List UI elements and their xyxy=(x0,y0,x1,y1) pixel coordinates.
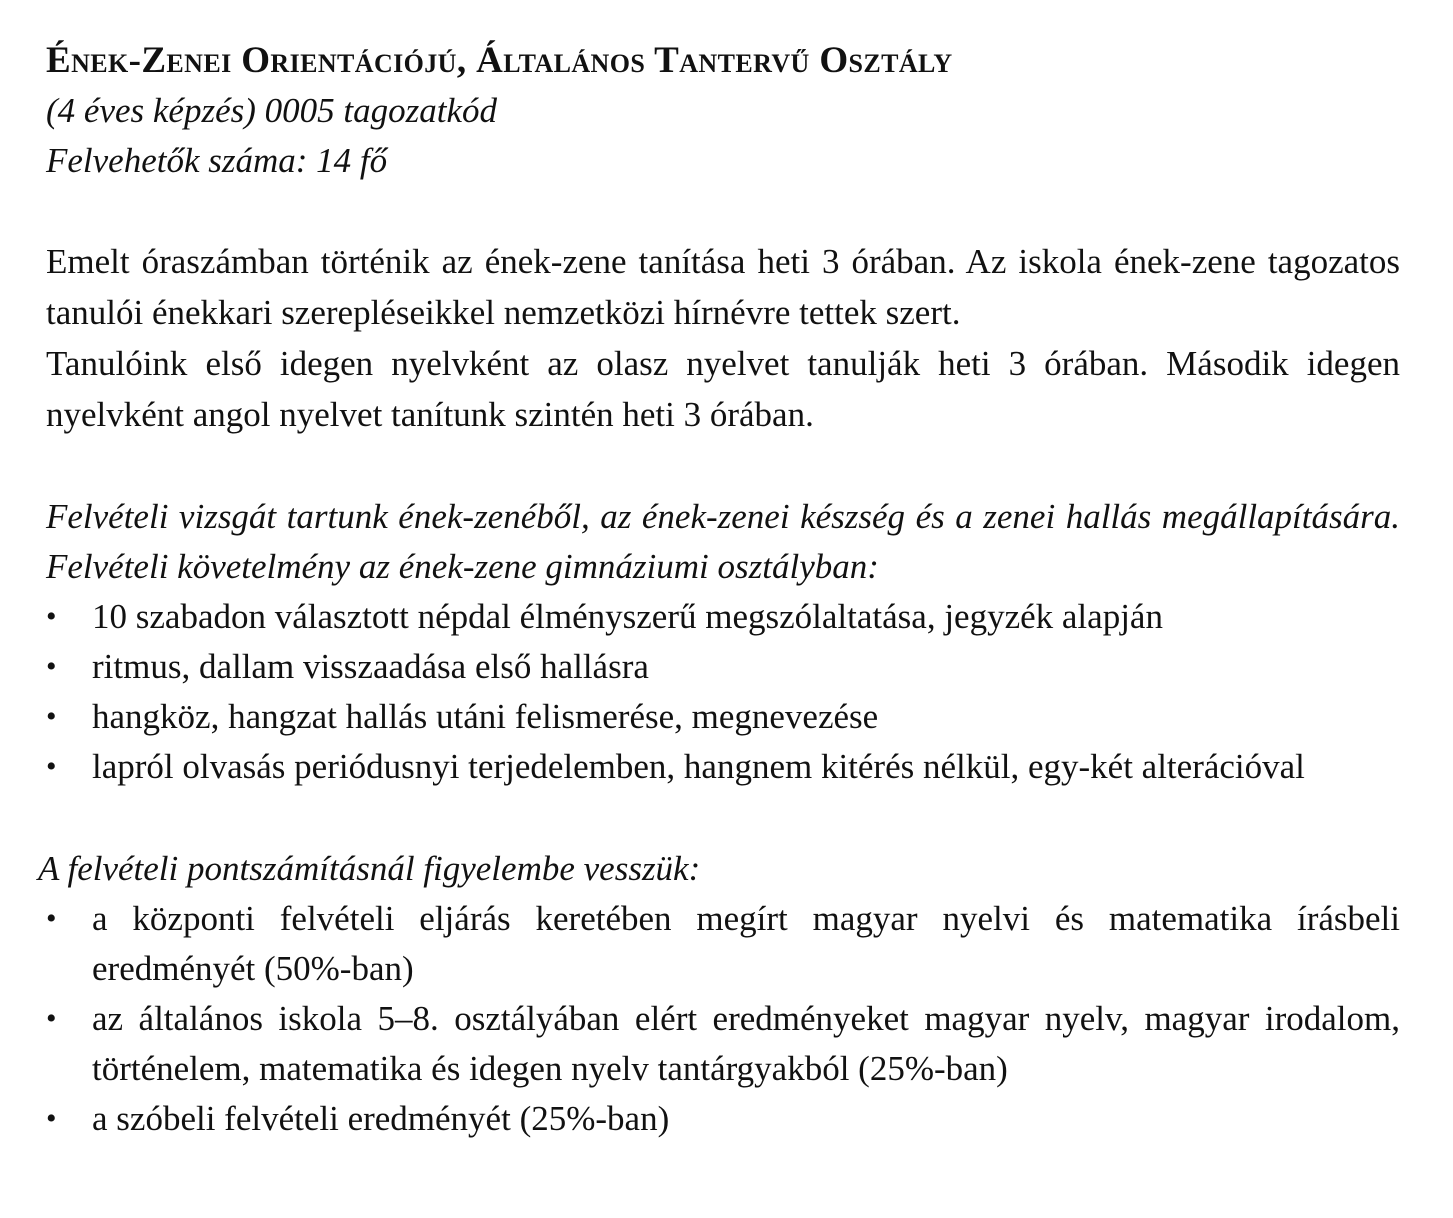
list-item xyxy=(46,742,1400,792)
scoring-criteria-list xyxy=(46,894,1400,1144)
spacer xyxy=(46,440,1400,492)
bullet-icon: • xyxy=(46,650,57,683)
document-page xyxy=(38,36,1400,1144)
list-item-text: lapról olvasás periódusnyi terjedelemben, hangnem kitérés nélkül, egy-két alterációval xyxy=(92,747,1305,786)
list-item xyxy=(46,592,1400,642)
entrance-exam-intro: Felvételi vizsgát tartunk ének-zenéből, az ének-zenei készség és a zenei hallás megállapítására. Felvételi követelmény az ének-zene gimnáziumi osztályban: xyxy=(46,497,1400,586)
bullet-icon: • xyxy=(46,1002,57,1035)
section-title: Ének-Zenei Orientációjú, Általános Tantervű Osztály xyxy=(46,40,953,81)
list-item-text: hangköz, hangzat hallás utáni felismerése, megnevezése xyxy=(92,697,879,736)
list-item xyxy=(46,994,1400,1094)
list-item-text: a központi felvételi eljárás keretében megírt magyar nyelvi és matematika írásbeli eredményét (50%-ban) xyxy=(92,899,1400,988)
list-item xyxy=(46,894,1400,994)
list-item-text: ritmus, dallam visszaadása első hallásra xyxy=(92,647,649,686)
list-item xyxy=(46,642,1400,692)
bullet-icon: • xyxy=(46,600,57,633)
description-paragraph-2: Tanulóink első idegen nyelvként az olasz nyelvet tanulják heti 3 órában. Második idegen nyelvként angol nyelvet tanítunk szintén heti 3 órában. xyxy=(46,344,1400,434)
list-item xyxy=(46,692,1400,742)
bullet-icon: • xyxy=(46,700,57,733)
bullet-icon: • xyxy=(46,750,57,783)
list-item-text: 10 szabadon választott népdal élményszerű megszólaltatása, jegyzék alapján xyxy=(92,597,1163,636)
spacer xyxy=(46,186,1400,236)
capacity-line: Felvehetők száma: 14 fő xyxy=(46,141,388,180)
list-item-text: a szóbeli felvételi eredményét (25%-ban) xyxy=(92,1099,670,1138)
description-paragraph-1: Emelt óraszámban történik az ének-zene tanítása heti 3 órában. Az iskola ének-zene tagozatos tanulói énekkari szerepléseikkel nemzetközi hírnévre tettek szert. xyxy=(46,242,1400,332)
bullet-icon: • xyxy=(46,1102,57,1135)
spacer xyxy=(46,792,1400,844)
scoring-intro: A felvételi pontszámításnál figyelembe vesszük: xyxy=(38,849,701,888)
program-code: (4 éves képzés) 0005 tagozatkód xyxy=(46,91,497,130)
list-item-text: az általános iskola 5–8. osztályában elért eredményeket magyar nyelv, magyar irodalom, történelem, matematika és idegen nyelv tantárgyakból (25%-ban) xyxy=(92,999,1400,1088)
bullet-icon: • xyxy=(46,902,57,935)
entrance-exam-requirements-list xyxy=(46,592,1400,792)
list-item xyxy=(46,1094,1400,1144)
